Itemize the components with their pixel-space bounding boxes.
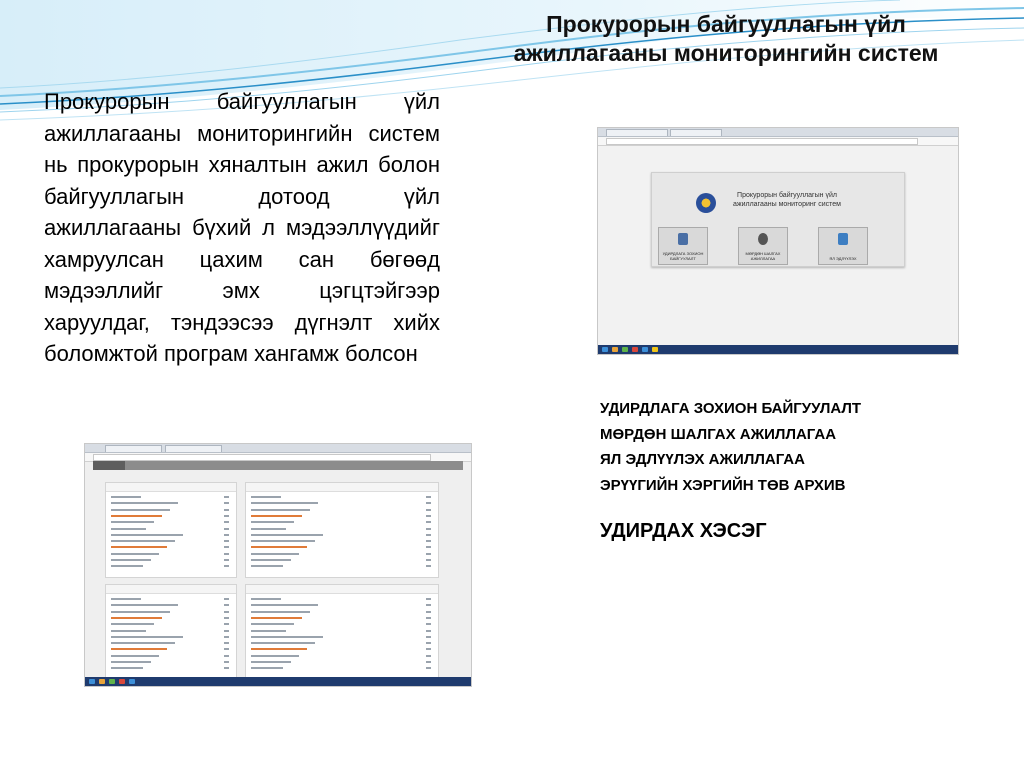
table-row [111,559,229,560]
module-list [600,396,861,498]
slide-title [446,10,1006,68]
table-row [111,667,229,668]
table-row [111,661,229,662]
list-item: МӨРДӨН ШАЛГАХ АЖИЛЛАГАА [600,425,837,443]
table-row [111,642,229,643]
table-row [251,598,431,599]
magnifier-icon [758,233,768,245]
table-row [111,540,229,541]
table-row [251,655,431,656]
list-item: ЯЛ ЭДЛҮҮЛЭХ АЖИЛЛАГАА [600,451,805,468]
table-row [251,546,431,547]
table-row [111,636,229,637]
table-row [251,540,431,541]
module-panel [651,172,905,267]
table-row [251,509,431,510]
table-row [251,528,431,529]
table-row [111,521,229,522]
table-row [251,496,431,497]
table-row [251,559,431,560]
browser-address-bar [598,137,958,146]
table-row [251,611,431,612]
table-row [251,521,431,522]
os-taskbar [85,677,471,686]
dashboard-nav-bar [93,461,463,470]
system-screenshot-dashboard [84,443,472,687]
table-row [111,509,229,510]
browser-tab-bar [85,444,471,453]
table-row [251,604,431,605]
table-row [251,553,431,554]
table-row [251,617,431,618]
table-row [251,642,431,643]
table-row [251,648,431,649]
table-row [111,553,229,554]
table-row [111,617,229,618]
table-row [251,534,431,535]
table-row [111,546,229,547]
table-row [251,661,431,662]
browser-tab-bar [598,128,958,137]
table-row [111,623,229,624]
table-row [251,515,431,516]
table-row [251,630,431,631]
table-row [111,604,229,605]
table-row [111,528,229,529]
table-row [111,655,229,656]
table-row [111,496,229,497]
description-paragraph: Прокурорын байгууллагын үйл ажиллагааны мониторингийн систем нь прокурорын хяналтын ажил болон байгууллагын дотоод үйл ажиллагааны бүхий л мэдээллүүдийг хамруулсан цахим сан бөгөөд мэдээллийг эмх цэгцтэйгээр харуулдаг, тэндээсээ дүгнэлт хийх боломжтой програм хангамж болсон [44,89,440,366]
tools-icon [838,233,848,245]
table-row [111,534,229,535]
emblem-icon [696,193,716,213]
os-taskbar [598,345,958,354]
table-row [251,502,431,503]
table-row [251,636,431,637]
module-button-investigation[interactable]: МӨРДӨН ШАЛГАХ АЖИЛЛАГАА [738,227,788,265]
list-item: УДИРДЛАГА ЗОХИОН БАЙГУУЛАЛТ [600,400,862,417]
module-button-administration[interactable]: УДИРДЛАГА ЗОХИОН БАЙГУУЛАЛТ [658,227,708,265]
table-row [111,515,229,516]
user-icon [678,233,688,245]
table-row [111,502,229,503]
system-screenshot-home [597,127,959,355]
panel-title: Прокурорын байгууллагын үйл ажиллагааны мониторинг систем [733,192,841,208]
slide-title-line1: Прокурорын байгууллагын үйл [546,11,906,37]
table-row [111,598,229,599]
table-row [111,630,229,631]
table-row [111,611,229,612]
module-button-sentence[interactable]: ЯЛ ЭДЛҮҮЛЭХ [818,227,868,265]
section-heading: УДИРДАХ ХЭСЭГ [600,520,767,542]
slide-title-line2: ажиллагааны мониторингийн систем [513,40,939,66]
list-item: ЭРҮҮГИЙН ХЭРГИЙН ТӨВ АРХИВ [600,476,846,494]
table-row [251,667,431,668]
table-row [111,648,229,649]
table-row [111,565,229,566]
table-row [251,565,431,566]
table-row [251,623,431,624]
